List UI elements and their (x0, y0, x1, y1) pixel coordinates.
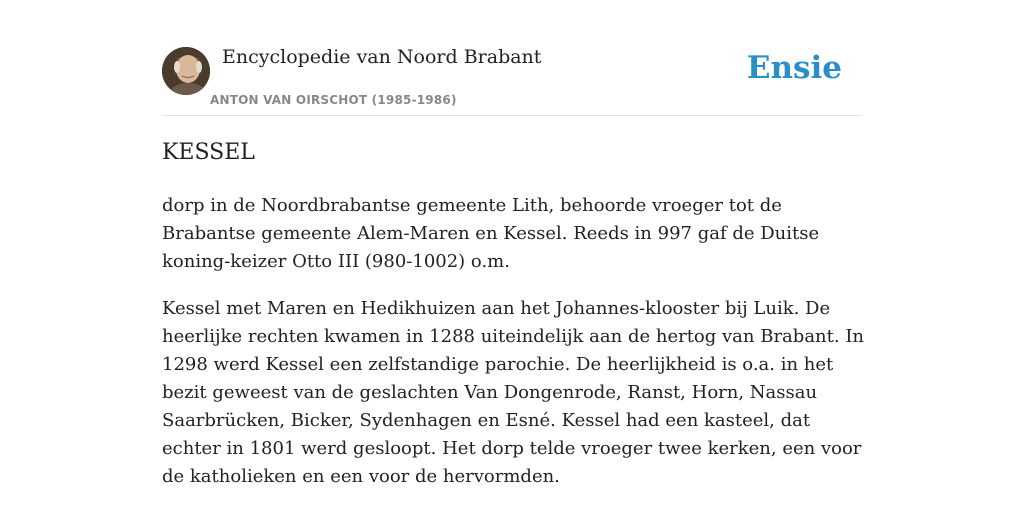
author-portrait-icon (162, 47, 210, 95)
brand-logo[interactable]: Ensie (746, 50, 842, 86)
article-headword: KESSEL (162, 140, 255, 165)
article-paragraph: dorp in de Noordbrabantse gemeente Lith, behoorde vroeger tot de Brabantse gemeente Alem-Maren en Kessel. Reeds in 997 gaf de Duitse koning-keizer Otto III (980-1002) o.m. (162, 195, 820, 272)
header (162, 0, 862, 116)
author-name[interactable]: ANTON VAN OIRSCHOT (1985-1986) (210, 93, 457, 107)
site-title[interactable]: Encyclopedie van Noord Brabant (222, 46, 542, 68)
article-paragraph: Kessel met Maren en Hedikhuizen aan het Johannes-klooster bij Luik. De heerlijke rechten kwamen in 1288 uiteindelijk aan de hertog van Brabant. In 1298 werd Kessel een zelfstandige parochie. De heerlijkheid is o.a. in het bezit geweest van de geslachten Van Dongenrode, Ranst, Horn, Nassau Saarbrücken, Bicker, Sydenhagen en Esné. Kessel had een kasteel, dat echter in 1801 werd gesloopt. Het dorp telde vroeger twee kerken, een voor de katholieken en een voor de hervormden. (162, 298, 865, 487)
author-avatar[interactable] (162, 47, 210, 95)
